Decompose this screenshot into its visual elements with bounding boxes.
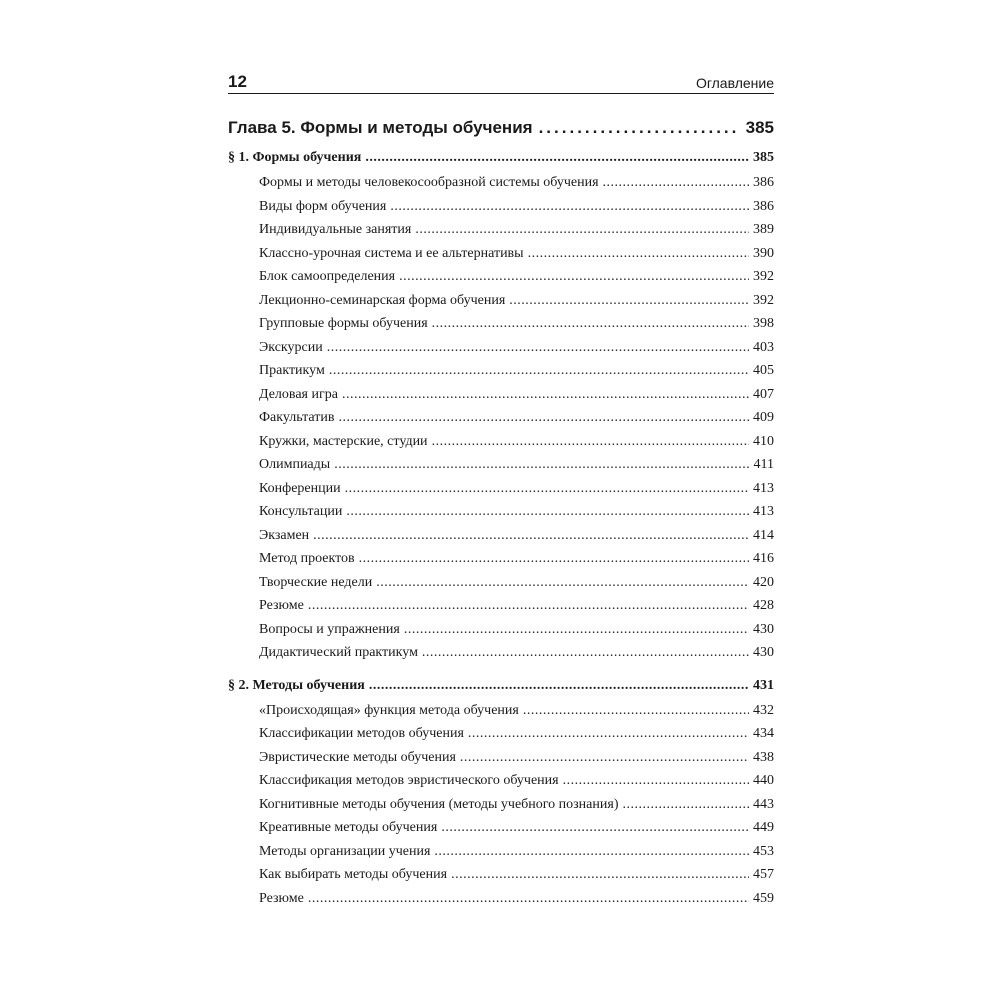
entry-title: Кружки, мастерские, студии <box>259 433 428 449</box>
entry-title: Факультатив <box>259 410 335 425</box>
dot-leader <box>329 359 749 383</box>
entry-page: 430 <box>753 645 774 660</box>
entry-page: 386 <box>753 198 774 214</box>
entry-title: «Происходящая» функция метода обучения <box>259 702 519 718</box>
section-2-entries <box>228 699 774 911</box>
entry-title: Эвристические методы обучения <box>259 749 456 765</box>
dot-leader <box>509 289 749 313</box>
chapter-heading <box>228 118 774 138</box>
entry-page: 390 <box>753 245 774 261</box>
entry-page: 457 <box>753 867 774 882</box>
toc-entry <box>259 547 774 571</box>
toc-entry <box>259 840 774 864</box>
entry-page: 410 <box>753 433 774 449</box>
entry-title: Конференции <box>259 480 341 496</box>
entry-page: 459 <box>753 890 774 906</box>
toc-entry <box>259 722 774 746</box>
entry-title: Классификация методов эвристического обучения <box>259 773 559 788</box>
entry-page: 432 <box>753 702 774 718</box>
dot-leader <box>345 477 749 501</box>
dot-leader <box>563 769 749 793</box>
entry-title: Деловая игра <box>259 386 338 402</box>
entry-title: Резюме <box>259 890 304 906</box>
entry-title: Олимпиады <box>259 457 331 472</box>
toc-entry <box>259 265 774 289</box>
entry-page: 440 <box>753 773 774 788</box>
toc-entry <box>259 195 774 219</box>
dot-leader <box>376 571 749 595</box>
entry-title: Метод проектов <box>259 551 355 566</box>
section-1-entries <box>228 171 774 665</box>
dot-leader <box>390 195 749 219</box>
dot-leader <box>338 406 749 430</box>
entry-title: Блок самоопределения <box>259 269 396 284</box>
entry-page: 428 <box>753 598 774 613</box>
entry-title: Креативные методы обучения <box>259 820 438 835</box>
entry-title: Групповые формы обучения <box>259 316 428 331</box>
toc-entry <box>259 746 774 770</box>
section-heading <box>228 678 774 694</box>
dot-leader <box>434 840 749 864</box>
entry-title: Методы организации учения <box>259 843 431 859</box>
dot-leader <box>441 816 749 840</box>
entry-page: 405 <box>753 363 774 378</box>
dot-leader <box>468 722 749 746</box>
toc-entry <box>259 477 774 501</box>
toc-entry <box>259 406 774 430</box>
chapter-page: 385 <box>745 118 774 137</box>
entry-page: 443 <box>753 796 774 812</box>
dot-leader <box>622 793 749 817</box>
dot-leader <box>313 524 749 548</box>
page-number: 12 <box>228 72 247 91</box>
entry-page: 392 <box>753 269 774 284</box>
entry-title: Дидактический практикум <box>259 645 418 660</box>
toc-entry <box>259 816 774 840</box>
entry-title: Формы и методы человекосообразной системы обучения <box>259 175 599 190</box>
toc-entry <box>259 430 774 454</box>
entry-page: 386 <box>753 175 774 190</box>
entry-page: 398 <box>753 316 774 331</box>
entry-page: 411 <box>753 457 774 472</box>
dot-leader <box>415 218 749 242</box>
entry-page: 409 <box>753 410 774 425</box>
entry-page: 449 <box>753 820 774 835</box>
toc-entry <box>259 242 774 266</box>
entry-page: 413 <box>753 504 774 519</box>
entry-title: Вопросы и упражнения <box>259 621 400 637</box>
toc-entry <box>259 793 774 817</box>
entry-page: 416 <box>753 551 774 566</box>
toc-entry <box>259 312 774 336</box>
toc-entry <box>259 863 774 887</box>
entry-title: Экскурсии <box>259 339 323 355</box>
toc-page <box>228 66 774 910</box>
toc-entry <box>259 171 774 195</box>
dot-leader <box>451 863 749 887</box>
dot-leader <box>342 383 749 407</box>
toc-entry <box>259 699 774 723</box>
toc-entry <box>259 383 774 407</box>
entry-title: Когнитивные методы обучения (методы учебного познания) <box>259 796 619 812</box>
dot-leader <box>460 746 749 770</box>
entry-title: Творческие недели <box>259 574 373 590</box>
toc-entry <box>259 887 774 911</box>
toc-entry <box>259 641 774 665</box>
dot-leader <box>399 265 749 289</box>
entry-page: 453 <box>753 843 774 859</box>
entry-title: Классно-урочная система и ее альтернативы <box>259 245 524 261</box>
toc-entry <box>259 453 774 477</box>
dot-leader <box>334 453 749 477</box>
running-title: Оглавление <box>695 75 774 91</box>
section-title: § 2. Методы обучения <box>228 677 365 693</box>
section-page: 431 <box>753 677 774 693</box>
entry-page: 420 <box>753 574 774 590</box>
dot-leader <box>346 500 749 524</box>
entry-title: Практикум <box>259 363 325 378</box>
entry-page: 414 <box>753 527 774 543</box>
dot-leader <box>432 312 749 336</box>
toc-entry <box>259 218 774 242</box>
dot-leader <box>528 242 749 266</box>
toc-entry <box>259 359 774 383</box>
toc-entry <box>259 524 774 548</box>
entry-page: 434 <box>753 726 774 741</box>
toc-entry <box>259 289 774 313</box>
dot-leader <box>422 641 749 665</box>
entry-page: 389 <box>753 222 774 237</box>
dot-leader <box>308 887 749 911</box>
dot-leader <box>369 678 749 694</box>
dot-leader <box>404 618 749 642</box>
entry-page: 438 <box>753 749 774 765</box>
toc-entry <box>259 336 774 360</box>
dot-leader <box>432 430 749 454</box>
entry-title: Как выбирать методы обучения <box>259 867 448 882</box>
chapter-title: Глава 5. Формы и методы обучения <box>228 118 533 137</box>
toc-entry <box>259 594 774 618</box>
entry-page: 403 <box>753 339 774 355</box>
entry-page: 413 <box>753 480 774 496</box>
entry-page: 392 <box>753 292 774 308</box>
dot-leader <box>327 336 749 360</box>
dot-leader <box>308 594 749 618</box>
entry-page: 430 <box>753 621 774 637</box>
dot-leader <box>603 171 749 195</box>
toc-entry <box>259 618 774 642</box>
entry-title: Виды форм обучения <box>259 198 387 214</box>
toc-entry <box>259 500 774 524</box>
dot-leader <box>365 150 749 166</box>
dot-leader <box>359 547 749 571</box>
toc-entry <box>259 769 774 793</box>
section-page: 385 <box>753 150 774 165</box>
section-heading <box>228 150 774 166</box>
section-title: § 1. Формы обучения <box>228 150 362 165</box>
entry-title: Экзамен <box>259 527 310 543</box>
entry-title: Резюме <box>259 598 304 613</box>
toc-entry <box>259 571 774 595</box>
entry-page: 407 <box>753 386 774 402</box>
entry-title: Консультации <box>259 504 343 519</box>
entry-title: Лекционно-семинарская форма обучения <box>259 292 506 308</box>
entry-title: Индивидуальные занятия <box>259 222 412 237</box>
dot-leader <box>539 118 740 138</box>
running-header <box>228 66 774 94</box>
dot-leader <box>523 699 749 723</box>
entry-title: Классификации методов обучения <box>259 726 464 741</box>
